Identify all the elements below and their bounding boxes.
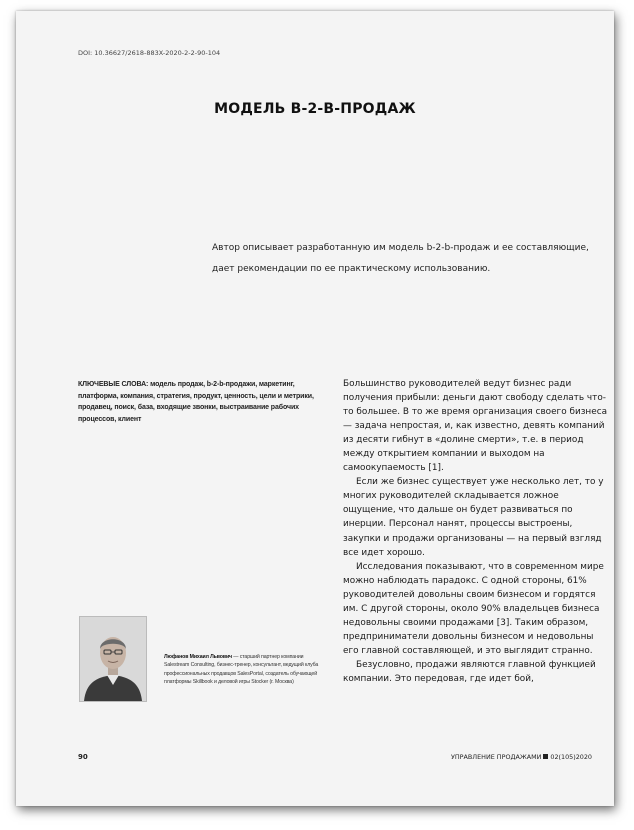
paragraph: Если же бизнес существует уже несколько лет, то у многих руководителей складывается ложное ощущение, что дальше он будет развиваться по инерции. Персонал нанят, процессы выстроены, закупки и продажи организованы — на первый взгляд все идет хорошо.	[343, 477, 604, 558]
author-portrait-image	[80, 617, 146, 701]
article-title: МОДЕЛЬ B-2-B-ПРОДАЖ	[214, 101, 416, 117]
author-info	[164, 653, 324, 686]
journal-name: УПРАВЛЕНИЕ ПРОДАЖАМИ	[450, 753, 542, 761]
abstract: Автор описывает разработанную им модель b-2-b-продаж и ее составляющие, дает рекомендации по ее практическому использованию.	[212, 243, 589, 274]
author-bio: — старший партнер компании Salestream Consulting, бизнес-тренер, консультант, ведущий клуба профессиональных продавцов SalesPortal, создатель обучающей платформы Skillbook и деловой игры Stocker (г. Москва)	[164, 654, 319, 685]
paragraph: Большинство руководителей ведут бизнес ради получения прибыли: деньги дают свободу сделать что-то большее. В то же время организация своего бизнеса — задача непростая, и, как известно, девять компаний из десяти гибнут в «долине смерти», т.е. в период между открытием компании и выходом на самоокупаемость [1].	[343, 379, 608, 474]
paragraph: Исследования показывают, что в современном мире можно наблюдать парадокс. С одной стороны, 61% руководителей довольны своим бизнесом и гордятся им. С другой стороны, около 90% владельцев бизнеса недовольны своими продажами [3]. Таким образом, предприниматели довольны бизнесом и недовольны его главной составляющей, и это выглядит странно.	[343, 561, 604, 656]
journal-page	[16, 11, 614, 806]
paragraph: Безусловно, продажи являются главной функцией компании. Это передовая, где идет бой,	[343, 659, 596, 684]
author-name: Люфанов Михаил Львович	[164, 654, 232, 660]
doi: DOI: 10.36627/2618-883X-2020-2-2-90-104	[78, 49, 221, 57]
issue-number: 02(105)2020	[550, 753, 592, 761]
body-text	[343, 377, 607, 686]
journal-footer	[451, 753, 592, 761]
author-photo	[79, 616, 147, 702]
square-separator-icon	[543, 754, 548, 759]
page-number: 90	[78, 753, 88, 761]
keywords: КЛЮЧЕВЫЕ СЛОВА: модель продаж, b-2-b-продажи, маркетинг, платформа, компания, стратегия, продукт, ценность, цели и метрики, продавец, поиск, база, входящие звонки, выстраивание рабочих процессов, клиент	[78, 381, 314, 423]
